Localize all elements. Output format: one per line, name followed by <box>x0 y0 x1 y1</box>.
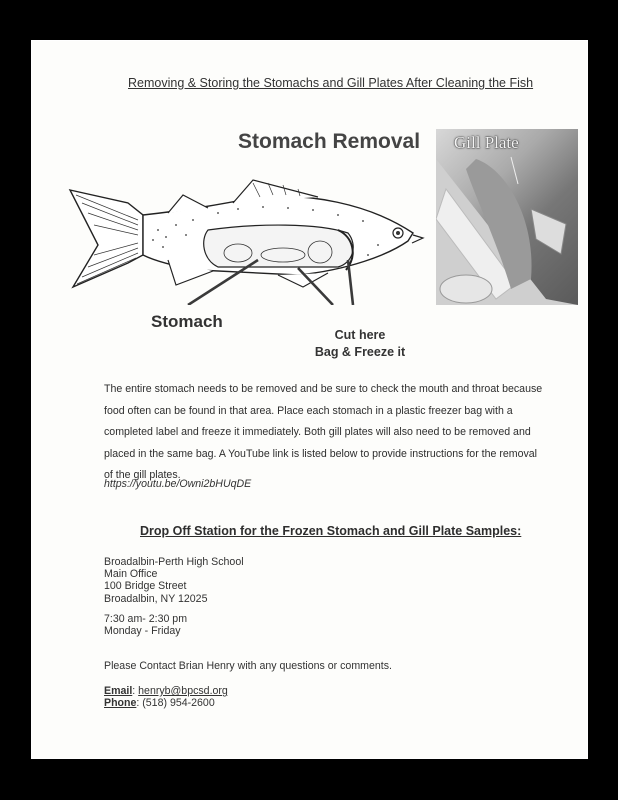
gill-plate-photo <box>436 129 578 305</box>
email-link[interactable]: henryb@bpcsd.org <box>138 685 228 697</box>
contact-note: Please Contact Brian Henry with any questions or comments. <box>104 660 392 672</box>
gill-plate-caption: Gill Plate <box>454 133 519 152</box>
address-line: Broadalbin, NY 12025 <box>104 592 208 605</box>
phone-label: Phone <box>104 697 137 709</box>
stomach-removal-heading: Stomach Removal <box>238 130 421 153</box>
address-line: Broadalbin-Perth High School <box>104 556 244 568</box>
youtube-link[interactable]: https://youtu.be/Owni2bHUqDE <box>104 478 252 490</box>
drop-off-address <box>104 556 244 605</box>
hours-text: 7:30 am- 2:30 pm <box>104 613 188 625</box>
gill-plate-photo-art <box>436 129 578 305</box>
fish-anatomy-diagram <box>68 175 428 305</box>
phone-row: Phone: (518) 954-2600 <box>104 697 215 709</box>
bag-freeze-line: Bag & Freeze it <box>314 345 406 359</box>
drop-off-hours <box>104 613 187 637</box>
cut-here-line: Cut here <box>334 328 386 342</box>
email-label: Email <box>104 685 133 697</box>
contact-details <box>104 685 228 709</box>
days-text: Monday - Friday <box>104 625 181 638</box>
address-line: Main Office <box>104 568 158 581</box>
drop-off-heading: Drop Off Station for the Frozen Stomach and Gill Plate Samples: <box>140 524 522 538</box>
phone-number: (518) 954-2600 <box>142 697 215 709</box>
document-title: Removing & Storing the Stomachs and Gill Plates After Cleaning the Fish <box>128 76 534 90</box>
email-row: Email: henryb@bpcsd.org <box>104 685 228 697</box>
cut-here-label <box>305 327 415 361</box>
instructions-paragraph: The entire stomach needs to be removed and be sure to check the mouth and throat because food often can be found in that area. Place each stomach in a plastic freezer bag with a completed label and freeze it immediately. Both gill plates will also need to be removed and placed in the same bag. A YouTube link is listed below to provide instructions for the removal of the gill plates. <box>104 383 543 482</box>
stomach-label: Stomach <box>151 312 223 331</box>
address-line: 100 Bridge Street <box>104 580 187 593</box>
